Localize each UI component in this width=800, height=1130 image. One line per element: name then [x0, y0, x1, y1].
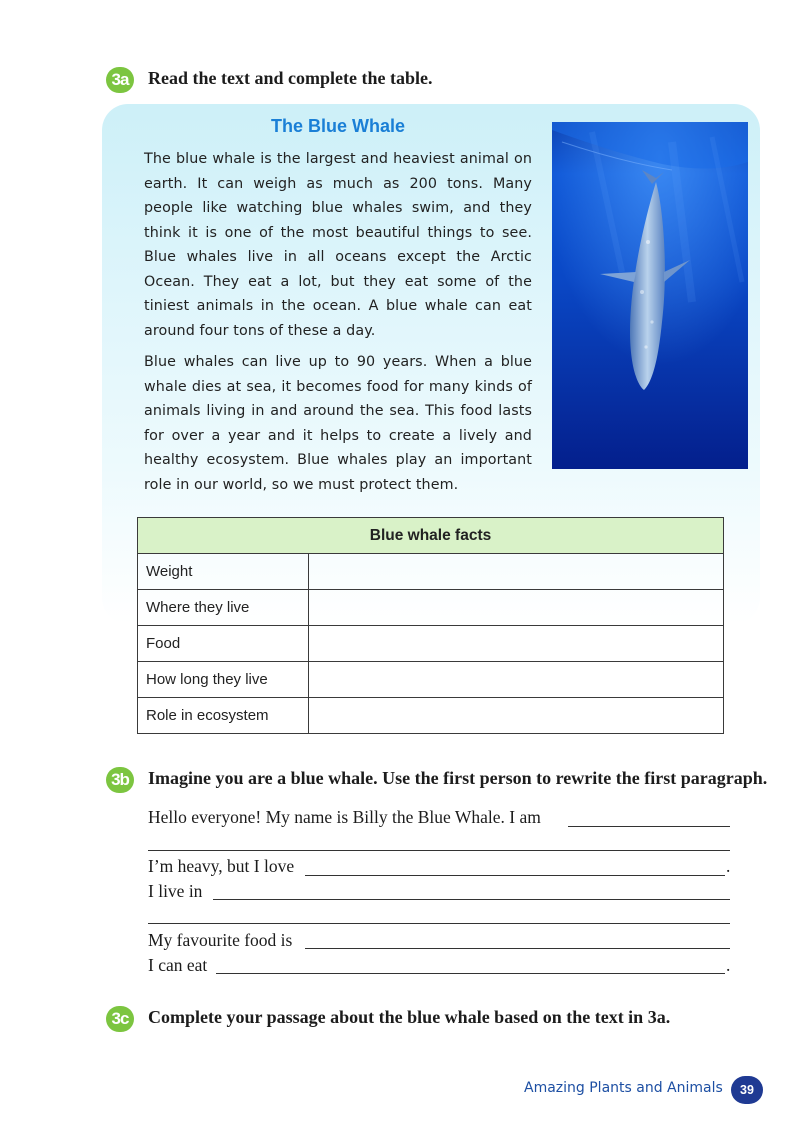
exercise-3a-badge: 3a: [106, 67, 134, 93]
row-label-weight: Weight: [138, 554, 309, 590]
blue-whale-photo: [552, 122, 748, 469]
row-label-role-in-ecosystem: Role in ecosystem: [138, 698, 309, 734]
story-paragraph-1: The blue whale is the largest and heaviest animal on earth. It can weigh as much as 200 tons. Many people like watching blue whales swim, and they think it is one of the most beautiful things to see. Blue whales live in all oceans except the Arctic Ocean. They eat a lot, but they eat some of the tiniest animals in the ocean. A blue whale can eat around four tons of these a day.: [144, 151, 532, 339]
answer-blank-5[interactable]: [148, 923, 730, 924]
table-row: [138, 554, 724, 590]
answer-blank-7[interactable]: [216, 973, 725, 974]
story-paragraph-2: Blue whales can live up to 90 years. When a blue whale dies at sea, it becomes food for many kinds of animals living in and around the sea. This food lasts for over a year and it helps to create a lively and healthy ecosystem. Blue whales play an important role in our world, so we must protect them.: [144, 354, 532, 493]
answer-blank-2[interactable]: [148, 850, 730, 851]
answer-blank-6[interactable]: [305, 948, 730, 949]
answer-cell-role-in-ecosystem[interactable]: [309, 698, 724, 734]
period-7: .: [726, 955, 731, 975]
answer-cell-food[interactable]: [309, 626, 724, 662]
exercise-3a-instruction: Read the text and complete the table.: [148, 68, 433, 88]
row-label-where-they-live: Where they live: [138, 590, 309, 626]
table-row: [138, 662, 724, 698]
story-title: The Blue Whale: [270, 116, 405, 136]
unit-title: Amazing Plants and Animals: [524, 1080, 723, 1096]
story-text: [144, 147, 532, 504]
writing-prompt-3: I’m heavy, but I love: [148, 856, 295, 876]
exercise-3c-instruction: Complete your passage about the blue whale based on the text in 3a.: [148, 1007, 671, 1027]
answer-blank-3[interactable]: [305, 875, 725, 876]
table-row: [138, 590, 724, 626]
answer-blank-1[interactable]: [568, 826, 730, 827]
answer-cell-weight[interactable]: [309, 554, 724, 590]
exercise-3b-instruction: Imagine you are a blue whale. Use the first person to rewrite the first paragraph.: [148, 768, 768, 788]
writing-prompt-4: I live in: [148, 881, 203, 901]
writing-prompt-1: Hello everyone! My name is Billy the Blue Whale. I am: [148, 807, 541, 827]
answer-blank-4[interactable]: [213, 899, 730, 900]
answer-cell-how-long-they-live[interactable]: [309, 662, 724, 698]
writing-prompt-7: I can eat: [148, 955, 208, 975]
table-row: [138, 698, 724, 734]
page-number: 39: [731, 1076, 763, 1104]
row-label-food: Food: [138, 626, 309, 662]
exercise-3c-badge: 3c: [106, 1006, 134, 1032]
table-row: [138, 626, 724, 662]
table-header-row: [138, 518, 724, 554]
answer-cell-where-they-live[interactable]: [309, 590, 724, 626]
row-label-how-long-they-live: How long they live: [138, 662, 309, 698]
blue-whale-facts-table: [137, 517, 724, 734]
table-header: Blue whale facts: [138, 518, 724, 554]
writing-prompt-6: My favourite food is: [148, 930, 293, 950]
period-3: .: [726, 856, 731, 876]
exercise-3b-badge: 3b: [106, 767, 134, 793]
